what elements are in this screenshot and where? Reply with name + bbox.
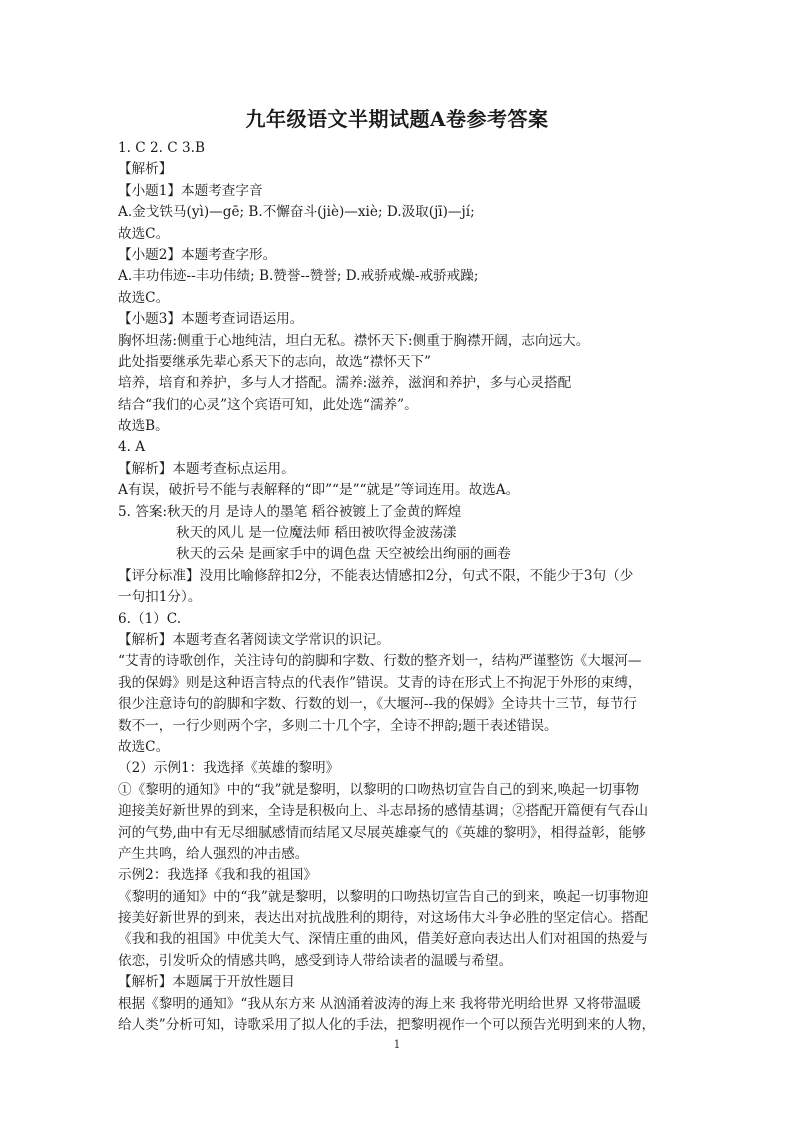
- text-line: 【解析】本题属于开放性题目: [118, 974, 295, 991]
- text-line: ①《黎明的通知》中的“我”就是黎明，以黎明的口吻热切宣告自己的到来,唤起一切事物: [118, 781, 640, 798]
- text-line: 河的气势,曲中有无尽细腻感情而结尾又尽展英雄豪气的《英雄的黎明》，相得益彰，能够: [118, 824, 646, 841]
- text-line: 我的保姆》则是这种语言特点的代表作”错误。艾青的诗在形式上不拘泥于外形的束缚，: [118, 674, 642, 691]
- text-line: 《我和我的祖国》中优美大气、深情庄重的曲风，借美好意向表达出人们对祖国的热爱与: [118, 931, 649, 948]
- text-line: 迎接美好新世界的到来，全诗是积极向上、斗志昂扬的感情基调；②搭配开篇便有气吞山: [118, 803, 649, 820]
- text-line: 4. A: [118, 439, 146, 456]
- text-line: 很少注意诗句的韵脚和字数、行数的划一，《大堰河--我的保姆》全诗共十三节，每节行: [118, 696, 637, 713]
- text-line: 故选C。: [118, 225, 170, 242]
- text-line: 【小题2】本题考查字形。: [118, 246, 277, 263]
- text-line: A.金戈铁马(yì)—gē; B.不懈奋斗(jiè)—xiè; D.汲取(jī)—jí;: [118, 204, 475, 221]
- text-line: 秋天的云朵 是画家手中的调色盘 天空被绘出绚丽的画卷: [176, 546, 511, 563]
- text-line: 【解析】: [118, 161, 173, 178]
- text-line: 【解析】本题考查标点运用。: [118, 460, 295, 477]
- text-line: 接美好新世界的到来，表达出对抗战胜利的期待，对这场伟大斗争必胜的坚定信心。搭配: [118, 910, 649, 927]
- text-line: 根据《黎明的通知》“我从东方来 从汹涌着波涛的海上来 我将带光明给世界 又将带温暖: [118, 995, 641, 1012]
- text-line: 故选B。: [118, 418, 169, 435]
- text-line: （2）示例1：我选择《英雄的黎明》: [118, 760, 340, 777]
- text-line: 此处指要继承先辈心系天下的志向，故选“襟怀天下”: [118, 353, 431, 370]
- text-line: 一句扣1分）。: [118, 589, 202, 606]
- text-line: 依恋，引发听众的情感共鸣，感受到诗人带给读者的温暖与希望。: [118, 952, 513, 969]
- page-number: 1: [393, 1038, 401, 1051]
- text-line: 故选C。: [118, 738, 170, 755]
- text-line: A有误，破折号不能与表解释的“即”“是”“就是”等词连用。故选A。: [118, 482, 520, 499]
- text-line: 故选C。: [118, 289, 170, 306]
- text-line: 5. 答案:秋天的月 是诗人的墨笔 稻谷被镀上了金黄的辉煌: [118, 503, 462, 520]
- text-line: 给人类”分析可知，诗歌采用了拟人化的手法，把黎明视作一个可以预告光明到来的人物，: [118, 1017, 656, 1034]
- text-line: 结合“我们的心灵”这个宾语可知，此处选“濡养”。: [118, 396, 418, 413]
- text-line: 示例2：我选择《我和我的祖国》: [118, 867, 317, 884]
- text-line: 【小题3】本题考查词语运用。: [118, 311, 304, 328]
- answer-text-body: [118, 138, 678, 1036]
- text-line: 【评分标准】没用比喻修辞扣2分，不能表达情感扣2分，句式不限，不能少于3句（少: [118, 567, 634, 584]
- text-line: 数不一，一行少则两个字，多则二十几个字，全诗不押韵;题干表述错误。: [118, 717, 558, 734]
- text-line: 【小题1】本题考查字音: [118, 182, 263, 199]
- text-line: A.丰功伟迹--丰功伟绩; B.赞誉--赞誉; D.戒骄戒燥-戒骄戒躁;: [118, 268, 479, 285]
- document-title: 九年级语文半期试题A卷参考答案: [245, 107, 549, 131]
- text-line: 培养，培育和养护，多与人才搭配。濡养:滋养，滋润和养护，多与心灵搭配: [118, 375, 572, 392]
- text-line: 秋天的风儿 是一位魔法师 稻田被吹得金波荡漾: [176, 525, 457, 542]
- text-line: 产生共鸣，给人强烈的冲击感。: [118, 845, 309, 862]
- text-line: “艾青的诗歌创作，关注诗句的韵脚和字数、行数的整齐划一，结构严谨整饬《大堰河—: [118, 653, 642, 670]
- text-line: 胸怀坦荡:侧重于心地纯洁，坦白无私。襟怀天下:侧重于胸襟开阔，志向远大。: [118, 332, 590, 349]
- text-line: 1. C 2. C 3.B: [118, 140, 205, 156]
- text-line: 6.（1）C.: [118, 610, 182, 627]
- text-line: 《黎明的通知》中的“我”就是黎明，以黎明的口吻热切宣告自己的到来，唤起一切事物迎: [118, 888, 649, 905]
- text-line: 【解析】本题考查名著阅读文学常识的识记。: [118, 631, 390, 648]
